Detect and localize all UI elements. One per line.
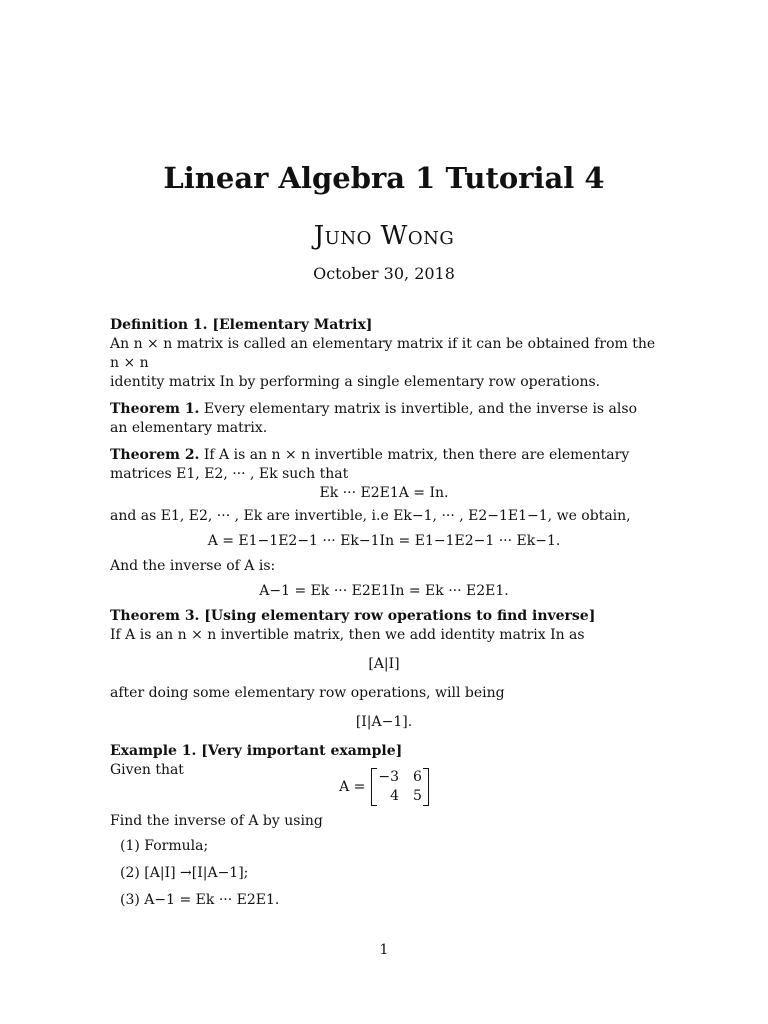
theorem-2-heading: Theorem 2.: [110, 447, 200, 463]
definition-1: [110, 316, 658, 392]
example-1: [110, 742, 658, 910]
theorem-2: [110, 446, 658, 601]
matrix-cell: 5: [413, 788, 422, 804]
document-title: Linear Algebra 1 Tutorial 4: [163, 161, 605, 195]
author-name: Juno Wong: [313, 221, 455, 251]
example-given-text: Given that: [110, 762, 184, 778]
definition-text-line-1: An n × n matrix is called an elementary matrix if it can be obtained from the n × n: [110, 336, 656, 371]
theorem-2-equation-3: A−1 = Ek ··· E2E1In = Ek ··· E2E1.: [259, 583, 509, 599]
example-heading: Example 1. [Very important example]: [110, 743, 403, 759]
theorem-2-inverse-text: And the inverse of A is:: [110, 558, 276, 574]
theorem-1: [110, 400, 658, 438]
method-list: [120, 837, 658, 910]
theorem-1-heading: Theorem 1.: [110, 401, 200, 417]
matrix-cell: −3: [378, 769, 399, 785]
theorem-3-text: If A is an n × n invertible matrix, then we add identity matrix In as: [110, 627, 585, 643]
list-item: (1) Formula;: [120, 838, 209, 854]
theorem-2-equation-1: Ek ··· E2E1A = In.: [319, 485, 449, 501]
theorem-2-equation-2: A = E1−1E2−1 ··· Ek−1In = E1−1E2−1 ··· Ek−1.: [207, 533, 561, 549]
matrix-equation: [110, 768, 658, 806]
matrix-cell: 4: [390, 788, 399, 804]
page-number: 1: [379, 942, 389, 958]
theorem-3-equation-2: [I|A−1].: [355, 714, 413, 730]
document-body: [110, 316, 658, 918]
definition-heading: Definition 1. [Elementary Matrix]: [110, 317, 373, 333]
matrix-lhs: A =: [339, 778, 366, 795]
theorem-3: [110, 607, 658, 732]
list-item: (2) [A|I] →[I|A−1];: [120, 865, 249, 881]
theorem-3-equation-1: [A|I]: [368, 656, 400, 672]
theorem-3-heading: Theorem 3. [Using elementary row operations to find inverse]: [110, 608, 596, 624]
list-item: (3) A−1 = Ek ··· E2E1.: [120, 892, 280, 908]
theorem-2-text: If A is an n × n invertible matrix, then there are elementary matrices E1, E2, ··· , Ek such that: [110, 447, 630, 482]
matrix-cell: 6: [413, 769, 422, 785]
definition-text-line-2: identity matrix In by performing a single elementary row operations.: [110, 374, 601, 390]
theorem-3-middle-text: after doing some elementary row operations, will being: [110, 685, 505, 701]
theorem-1-text: Every elementary matrix is invertible, and the inverse is also an elementary matrix.: [110, 401, 637, 436]
example-find-text: Find the inverse of A by using: [110, 813, 323, 829]
document-date: October 30, 2018: [313, 264, 455, 283]
matrix-a: [371, 768, 429, 806]
theorem-2-middle-text: and as E1, E2, ··· , Ek are invertible, i.e Ek−1, ··· , E2−1E1−1, we obtain,: [110, 508, 631, 524]
